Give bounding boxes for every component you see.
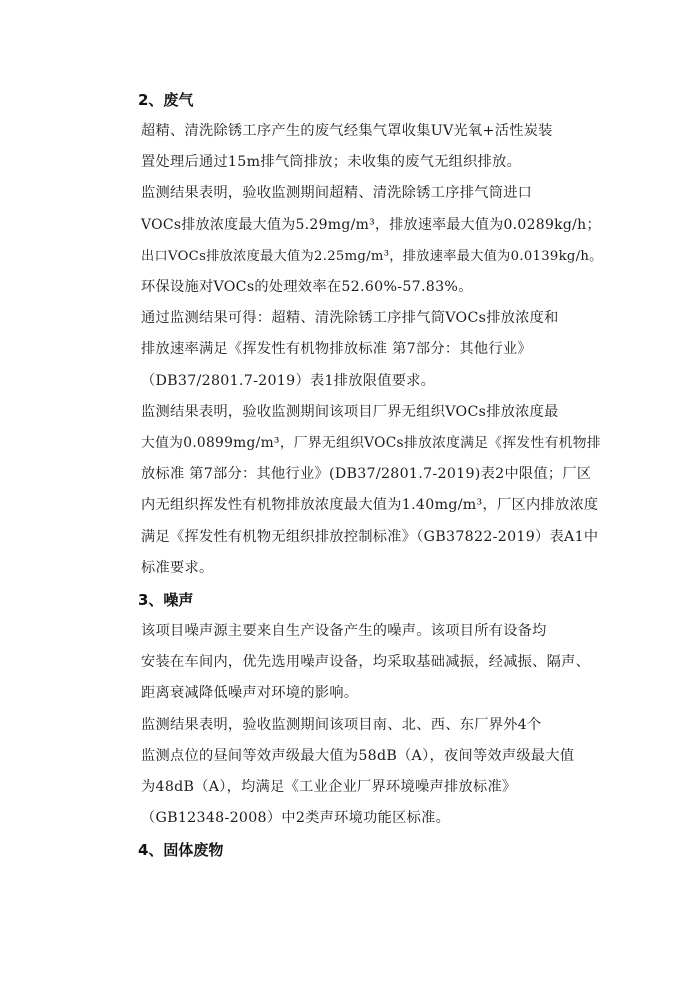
text-line: 监测结果表明，验收监测期间超精、清洗除锈工序排气筒进口 [141, 185, 533, 202]
text-line: 超精、清洗除锈工序产生的废气经集气罩收集UV光氧+活性炭装 [141, 123, 553, 139]
text-line: 出口VOCs排放浓度最大值为2.25mg/m³，排放速率最大值为0.0139kg/h。 [141, 248, 603, 264]
text-line: 安装在车间内，优先选用噪声设备，均采取基础减振，经减振、隔声、 [141, 654, 591, 671]
text-line: 为48dB（A），均满足《工业企业厂界环境噪声排放标准》 [141, 779, 517, 796]
text-line: （GB12348-2008）中2类声环境功能区标准。 [141, 810, 451, 827]
text-line: 标准要求。 [141, 559, 214, 576]
text-line: 排放速率满足《挥发性有机物排放标准 第7部分：其他行业》 [141, 341, 532, 358]
section-heading-exhaust-gas: 2、废气 [138, 91, 194, 109]
document-body [112, 84, 603, 866]
text-line: 距离衰减降低噪声对环境的影响。 [141, 685, 359, 702]
text-line: （DB37/2801.7-2019）表1排放限值要求。 [141, 372, 436, 389]
text-line: 满足《挥发性有机物无组织排放控制标准》（GB37822-2019）表A1中 [141, 528, 599, 545]
paragraph-noise-monitoring-results [112, 710, 600, 835]
paragraph-fugitive-voc [112, 397, 600, 584]
text-line: 通过监测结果可得：超精、清洗除锈工序排气筒VOCs排放浓度和 [141, 310, 559, 327]
text-line: VOCs排放浓度最大值为5.29mg/m³，排放速率最大值为0.0289kg/h； [141, 216, 601, 233]
section-heading-solid-waste: 4、固体废物 [138, 841, 224, 860]
paragraph-noise-sources [112, 616, 600, 710]
text-line: 内无组织挥发性有机物排放浓度最大值为1.40mg/m³，厂区内排放浓度 [141, 497, 599, 514]
paragraph-voc-compliance [112, 303, 600, 397]
text-line: 监测结果表明，验收监测期间该项目厂界无组织VOCs排放浓度最 [141, 403, 559, 420]
paragraph-voc-monitoring-results [112, 178, 603, 303]
section-heading-noise: 3、噪声 [138, 591, 194, 610]
text-line: 环保设施对VOCs的处理效率在52.60%-57.83%。 [141, 279, 473, 296]
paragraph-exhaust-treatment [112, 116, 600, 178]
text-line: 该项目噪声源主要来自生产设备产生的噪声。该项目所有设备均 [141, 623, 547, 640]
text-line: 大值为0.0899mg/m³，厂界无组织VOCs排放浓度满足《挥发性有机物排 [141, 435, 601, 452]
text-line: 监测点位的昼间等效声级最大值为58dB（A），夜间等效声级最大值 [141, 747, 575, 764]
text-line: 放标准 第7部分：其他行业》(DB37/2801.7-2019)表2中限值；厂区 [141, 466, 592, 483]
text-line: 监测结果表明，验收监测期间该项目南、北、西、东厂界外4个 [141, 716, 542, 733]
text-line: 置处理后通过15m排气筒排放；未收集的废气无组织排放。 [141, 154, 522, 171]
